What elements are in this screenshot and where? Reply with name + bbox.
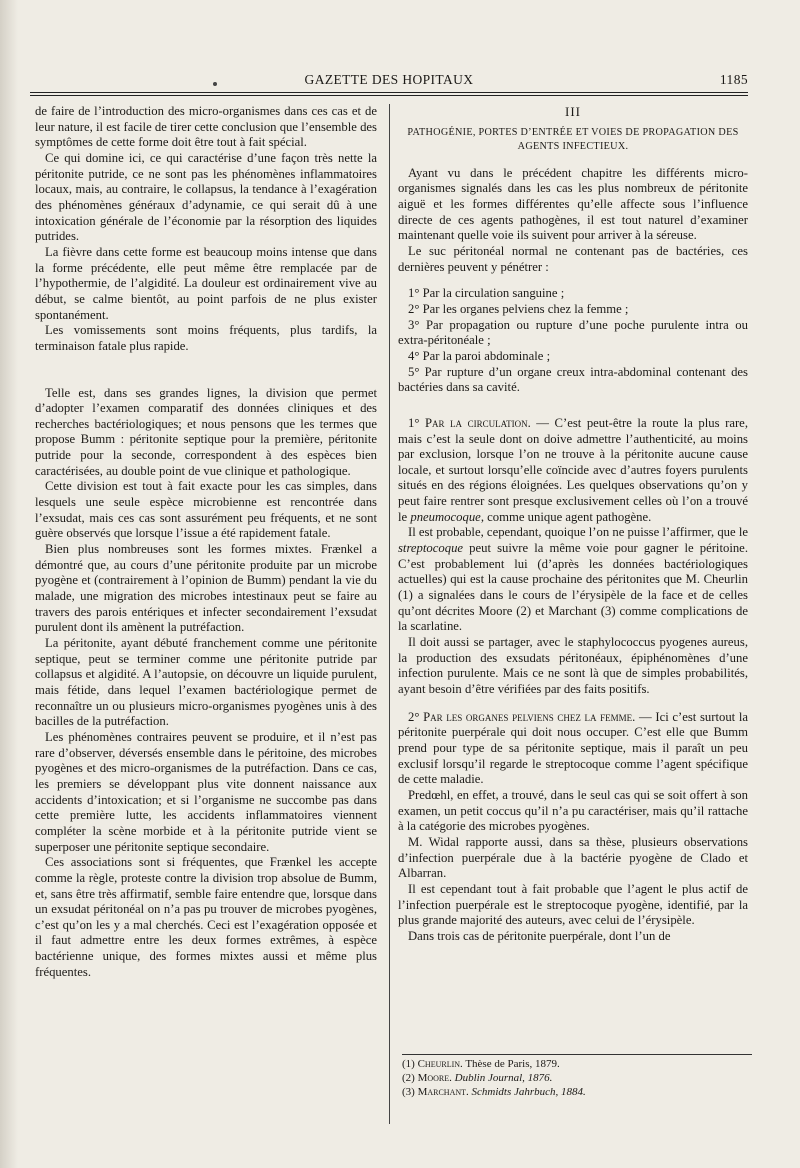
footnote — [402, 1085, 748, 1099]
paragraph: Dans trois cas de péritonite puerpérale, dont l’un de — [408, 928, 671, 943]
emphasis: pneumocoque — [410, 509, 481, 524]
emphasis: streptocoque — [398, 541, 464, 556]
running-header — [30, 72, 748, 90]
list-item: 5° Par rupture d’un organe creux intra-abdominal contenant des bactéries dans sa cavité. — [398, 364, 748, 395]
paragraph-gap — [398, 396, 748, 416]
footnote-author: Cheurlin. — [417, 1058, 463, 1070]
footnote-author: Marchant. — [417, 1086, 469, 1098]
column-divider — [389, 104, 390, 1124]
journal-title: GAZETTE DES HOPITAUX — [304, 72, 474, 87]
paragraph — [398, 525, 748, 635]
paragraph — [398, 710, 748, 788]
paragraph: La fièvre dans cette forme est beaucoup moins intense que dans la forme précédente, elle peut même être remplacée par de l’hypothermie, de l’algidité. La douleur est ordinairement vive au début, se calme bientôt, au point parfois de ne plus exister spontanément. — [35, 244, 377, 322]
footnote-text: Schmidts Jahrbuch, 1884. — [468, 1086, 586, 1098]
header-rule — [30, 92, 748, 96]
paragraph: Ayant vu dans le précédent chapitre les différents micro-organismes signalés dans les cas les plus nombreux de péritonite aiguë et les formes différentes qu’elle affecte sous l’influence directe de ces agents pathogènes, il est tout naturel d’examiner maintenant quelle voie ils suivent pour arriver à la séreuse. — [398, 165, 748, 243]
section-number: III — [565, 104, 581, 119]
paragraph: M. Widal rapporte aussi, dans sa thèse, plusieurs observations d’infection puerpérale due à la bactérie pyogène de Clado et Albarran. — [398, 834, 748, 881]
paragraph — [398, 416, 748, 526]
paragraph: Ce qui domine ici, ce qui caractérise d’une façon très nette la péritonite putride, ce ne sont pas les phénomènes inflammatoires locaux, mais, au contraire, le collapsus, la tendance à l’exagération des phénomènes généraux d’adynamie, ce qui serait dû à une intoxication générale de l’économie par la résorption des liquides putrides. — [35, 150, 377, 244]
paragraph: Le suc péritonéal normal ne contenant pas de bactéries, ces dernières peuvent y pénétrer : — [398, 243, 748, 274]
footnotes — [398, 1054, 748, 1099]
text-run: — C’est peut-être la route la plus rare, mais c’est la seule dont on doive admettre l’authenticité, au moins par exclusion, lorsque l’on ne trouve à la péritonite aucune cause locale, et surtout lorsqu’elle coïncide avec d’autres foyers purulents situés en des régions éloignées. Les quelques observations qu’on y peut faire rentrer sont presque exclusivement celles où l’on a trouvé le — [398, 415, 748, 524]
section-title: PATHOGÉNIE, PORTES D’ENTRÉE ET VOIES DE PROPAGATION DES AGENTS INFECTIEUX. — [407, 126, 739, 152]
paragraph: Predœhl, en effet, a trouvé, dans le seul cas qui se soit offert à son examen, un petit coccus qu’il n’a pu caractériser, mais qu’il rattache à la catégorie des microbes pyogènes. — [398, 787, 748, 834]
footnote-text: Dublin Journal, 1876. — [451, 1072, 553, 1084]
list-item: 3° Par propagation ou rupture d’une poche purulente intra ou extra-péritonéale ; — [398, 317, 748, 348]
footnote — [402, 1057, 748, 1071]
list-item: 2° Par les organes pelviens chez la femme ; — [408, 301, 629, 316]
run-in-heading: 2° Par les organes pelviens chez la femme. — [408, 709, 636, 724]
list-item: 4° Par la paroi abdominale ; — [408, 348, 551, 363]
footnote-number: (1) — [402, 1058, 415, 1070]
paragraph: de faire de l’introduction des micro-organismes dans ces cas et de leur nature, il est facile de tirer cette conclusion que l’ensemble des symptômes de cette forme doit être tout à fait spécial. — [35, 104, 377, 150]
text-run: , comme unique agent pathogène. — [480, 509, 652, 524]
paragraph: Telle est, dans ses grandes lignes, la division que permet d’adopter l’examen comparatif des données cliniques et des recherches bactériologiques; et nous pensons que les termes que propose Bumm : péritonite septique pour la première, péritonite putride pour la seconde, correspondent à des espèces bien caractérisées, au double point de vue clinique et pathologique. — [35, 385, 377, 478]
footnote-author: Moore. — [417, 1072, 452, 1084]
paragraph: Il doit aussi se partager, avec le staphylococcus pyogenes aureus, la production des exsudats péritonéaux, épiphénomènes d’une infection purulente. Mais ce ne sont là que de simples probabilités, ayant besoin d’être vérifiées par des faits positifs. — [398, 635, 748, 696]
text-run: — Ici c’est surtout la péritonite puerpérale qui doit nous occuper. C’est elle que Bumm prend pour type de sa péritonite septique, mais il paraît un peu exclusif lorsqu’il regarde le streptocoque comme l’agent spécifique de cette maladie. — [398, 709, 749, 787]
right-column — [398, 104, 748, 945]
page-number: 1185 — [719, 72, 748, 87]
footnote-text: Thèse de Paris, 1879. — [462, 1058, 560, 1070]
text-run: peut suivre la même voie pour gagner le péritoine. C’est probablement lui (d’après les données bactériologiques actuelles) qui est la cause prochaine des péritonites que M. Cheurlin (1) a signalées dans le cours de l’érysipèle de la face et de celles qu’ont décrites Moore (2) et Marchant (3) comme complications de la scarlatine. — [398, 541, 748, 634]
footnote-number: (3) — [402, 1086, 415, 1098]
paragraph-gap — [398, 698, 748, 710]
paragraph: Cette division est tout à fait exacte pour les cas simples, dans lesquels une seule espèce microbienne est rencontrée dans l’exsudat, mais ces cas sont assurément peu fréquents, et ne sont guère observés que lorsque l’issue a été rapidement fatale. — [35, 479, 377, 541]
footnote-number: (2) — [402, 1072, 415, 1084]
paragraph: La péritonite, ayant débuté franchement comme une péritonite septique, peut se terminer comme une péritonite putride par collapsus et algidité. A l’autopsie, on découvre un liquide purulent, mais fétide, dans lequel l’examen bactériologique permet de reconnaître un ou plusieurs micro-organismes pyogènes unis à des bacilles de la putréfaction. — [35, 636, 377, 729]
paragraph: Il est cependant tout à fait probable que l’agent le plus actif de l’infection puerpérale est le streptocoque pyogène, identifié, par la plus grande majorité des auteurs, avec celui de l’érysipèle. — [398, 881, 748, 928]
list-item: 1° Par la circulation sanguine ; — [408, 286, 565, 301]
run-in-heading: 1° Par la circulation. — [408, 415, 531, 430]
paragraph: Les vomissements sont moins fréquents, plus tardifs, la terminaison fatale plus rapide. — [35, 323, 377, 353]
page-binding-shadow — [0, 0, 18, 1168]
left-column — [35, 104, 377, 980]
text-run: Il est probable, cependant, quoique l’on ne puisse l’affirmer, que le — [408, 525, 748, 540]
footnote-rule — [402, 1054, 752, 1055]
paragraph-gap — [398, 275, 748, 286]
paragraph: Bien plus nombreuses sont les formes mixtes. Frænkel a démontré que, au cours d’une péritonite produite par un microbe pyogène et (contrairement à l’opinion de Bumm) pendant la vie du malade, une migration des microbes intestinaux peut se faire au travers des parois entériques et infecter secondairement l’exsudat purulent dont ils amènent la putréfaction. — [35, 542, 377, 635]
paragraph: Les phénomènes contraires peuvent se produire, et il n’est pas rare d’observer, déversés ensemble dans le péritoine, des microbes pyogènes et des micro-organismes de la putréfaction. Dans ce cas, les premiers se développant plus vite donnent naissance aux accidents d’intoxication; et si l’organisme ne succombe pas dans cette première lutte, les accidents inflammatoires viennent compléter la scène morbide et à la péritonite putride vient se superposer une péritonite septique secondaire. — [35, 729, 377, 854]
footnote — [402, 1071, 748, 1085]
paragraph: Ces associations sont si fréquentes, que Frænkel les accepte comme la règle, proteste contre la division trop absolue de Bumm, et, sans être très affirmatif, semble faire entendre que, lorsque dans un exsudat péritonéal on n’a pas pu trouver de microbes pyogènes, c’est qu’on les y a mal cherchés. Ceci est l’exagération opposée et il faut admettre entre les deux formes extrêmes, à espèce bactérienne unique, des formes mixtes aussi et même plus fréquentes. — [35, 855, 377, 979]
paragraph-gap — [35, 355, 377, 386]
